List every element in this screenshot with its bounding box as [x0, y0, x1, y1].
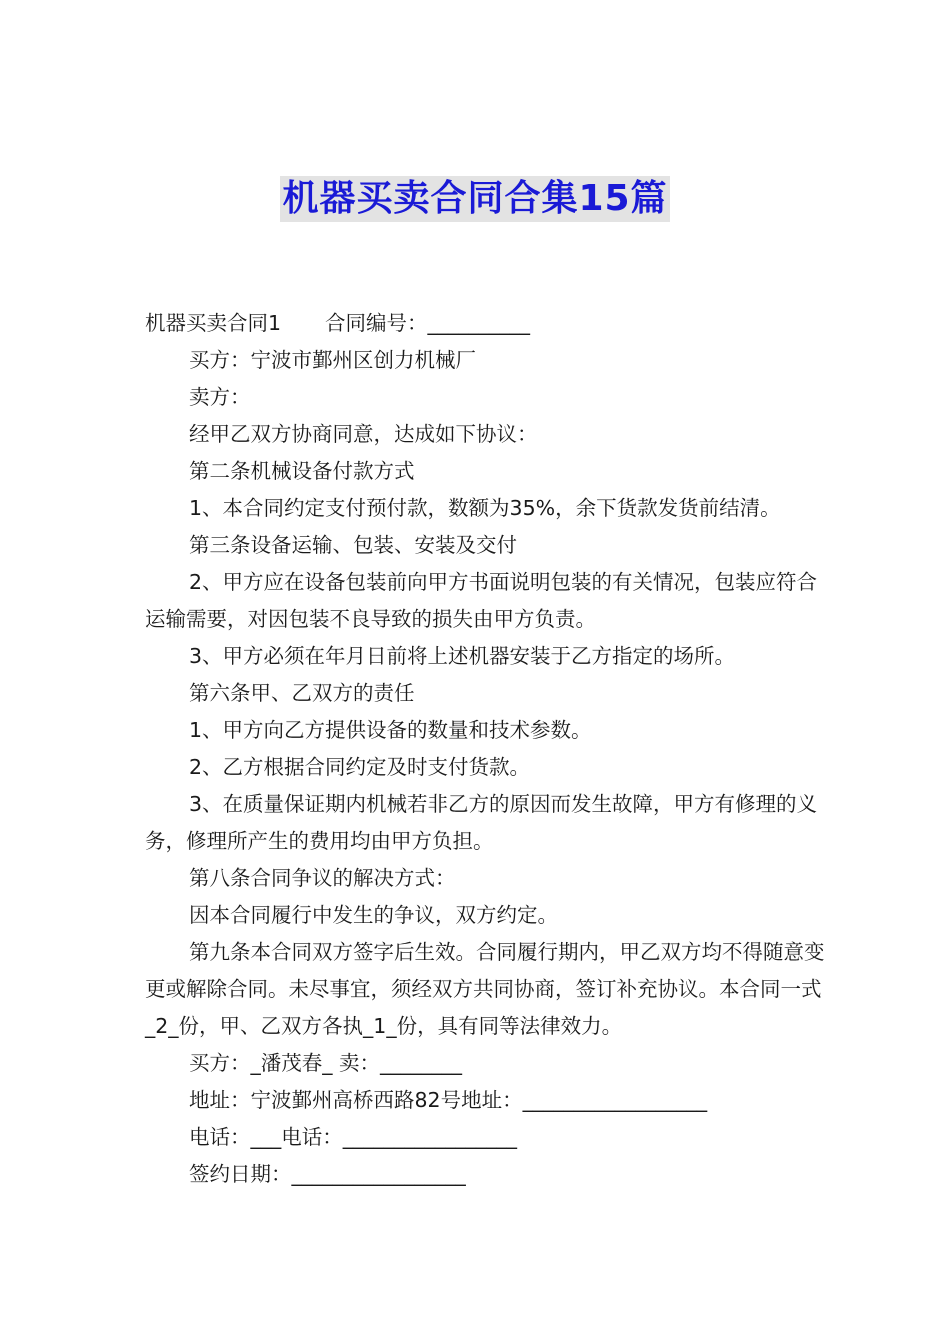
- article-2-item-1: 1、本合同约定支付预付款，数额为35%，余下货款发货前结清。: [189, 496, 781, 520]
- signature-date: 签约日期：_________________: [189, 1162, 466, 1186]
- seller-line: 卖方：: [189, 385, 251, 409]
- article-6-item-2: 2、乙方根据合同约定及时支付货款。: [189, 755, 531, 779]
- article-6-item-3: 3、在质量保证期内机械若非乙方的原因而发生故障，甲方有修理的义务，修理所产生的费用均由甲方负担。: [145, 792, 818, 853]
- signature-phone: 电话：___电话：_________________: [189, 1125, 517, 1149]
- article-8-text: 因本合同履行中发生的争议，双方约定。: [189, 903, 558, 927]
- article-6-heading: 第六条甲、乙双方的责任: [189, 681, 415, 705]
- agreement-intro: 经甲乙双方协商同意，达成如下协议：: [189, 422, 538, 446]
- contract-name: 机器买卖合同1: [145, 311, 282, 335]
- buyer-line: 买方：宁波市鄞州区创力机械厂: [189, 348, 476, 372]
- article-3-item-3: 3、甲方必须在年月日前将上述机器安装于乙方指定的场所。: [189, 644, 736, 668]
- document-body: [145, 305, 825, 1193]
- article-3-item-2: 2、甲方应在设备包装前向甲方书面说明包装的有关情况，包装应符合运输需要，对因包装不良导致的损失由甲方负责。: [145, 570, 818, 631]
- signature-buyer-seller: 买方：_潘茂春_ 卖：________: [189, 1051, 463, 1075]
- document-title-text: 机器买卖合同合集15篇: [280, 176, 669, 222]
- article-8-heading: 第八条合同争议的解决方式：: [189, 866, 456, 890]
- signature-address: 地址：宁波鄞州高桥西路82号地址：__________________: [189, 1088, 708, 1112]
- contract-number: 合同编号：__________: [325, 311, 531, 335]
- article-3-heading: 第三条设备运输、包装、安装及交付: [189, 533, 517, 557]
- article-6-item-1: 1、甲方向乙方提供设备的数量和技术参数。: [189, 718, 592, 742]
- document-title: [0, 176, 950, 222]
- contract-heading-line: [145, 305, 825, 342]
- article-2-heading: 第二条机械设备付款方式: [189, 459, 415, 483]
- article-9-text: 第九条本合同双方签字后生效。合同履行期内，甲乙双方均不得随意变更或解除合同。未尽事宜，须经双方共同协商，签订补充协议。本合同一式_2_份，甲、乙双方各执_1_份，具有同等法律效力。: [145, 940, 825, 1038]
